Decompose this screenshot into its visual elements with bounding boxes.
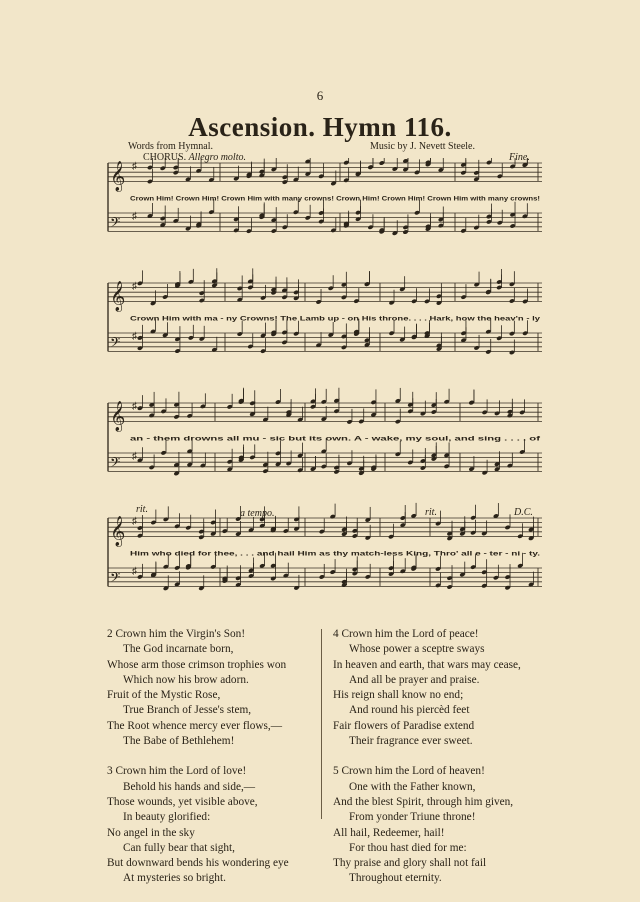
bass-clef-icon: 𝄢: [110, 569, 121, 589]
verse-line: Throughout eternity.: [349, 872, 442, 885]
verses-right-column: [333, 627, 563, 902]
verse-line: One with the Father known,: [349, 780, 476, 793]
verse-line: 3 Crown him the Lord of love!: [107, 765, 247, 778]
verse-line: True Branch of Jesse's stem,: [123, 704, 252, 717]
tempo-marking: Allegro molto.: [188, 152, 246, 163]
lyric-line: an - them drowns all mu - sic but its own. A - wake, my soul, and sing . . . . of: [130, 435, 542, 443]
bass-clef-icon: 𝄢: [110, 454, 121, 474]
dc-marking: D.C.: [514, 507, 533, 518]
key-signature-icon: ♯: [132, 280, 137, 292]
verse-line: In beauty glorified:: [123, 811, 211, 824]
verse-line: The Root whence mercy ever flows,—: [107, 719, 283, 732]
treble-clef-icon: 𝄞: [110, 281, 126, 312]
verse-line: Their fragrance ever sweet.: [349, 735, 473, 748]
bass-clef-icon: 𝄢: [110, 334, 121, 354]
fine-marking: Fine.: [509, 152, 530, 163]
bass-clef-icon: 𝄢: [110, 214, 121, 234]
verse-block: [107, 764, 317, 886]
page-number: 6: [316, 88, 324, 103]
verse-line: Which now his brow adorn.: [123, 673, 249, 686]
score-systems: [108, 158, 542, 591]
key-signature-icon: ♯: [132, 515, 137, 527]
verse-line: In heaven and earth, that wars may cease,: [333, 658, 521, 671]
verse-line: Whose arm those crimson trophies won: [107, 658, 287, 671]
verse-line: The God incarnate born,: [123, 643, 234, 656]
verse-line: And the blest Spirit, through him given,: [333, 795, 514, 808]
verse-line: Thy praise and glory shall not fail: [333, 857, 487, 870]
treble-clef-icon: 𝄞: [110, 401, 126, 432]
verse-line: Those wounds, yet visible above,: [107, 795, 258, 808]
verses-left-column: [107, 627, 317, 902]
music-credit: Music by J. Nevett Steele.: [370, 141, 475, 152]
lyric-line: Crown Him! Crown Him! Crown Him with many crowns! Crown Him! Crown Him! Crown Him with many crowns!: [130, 195, 540, 203]
key-signature-icon: ♯: [132, 330, 137, 342]
verse-line: Whose power a sceptre sways: [349, 643, 485, 656]
key-signature-icon: ♯: [132, 400, 137, 412]
verse-line: All hail, Redeemer, hail!: [333, 826, 445, 839]
verse-block: [333, 627, 563, 749]
verse-line: 4 Crown him the Lord of peace!: [333, 628, 479, 640]
rit-marking: rit.: [136, 504, 148, 515]
verse-block: [107, 627, 317, 749]
hymn-title: Ascension. Hymn 116.: [188, 112, 452, 142]
key-signature-icon: ♯: [132, 450, 137, 462]
words-credit: Words from Hymnal.: [128, 141, 214, 152]
key-signature-icon: ♯: [132, 210, 137, 222]
treble-clef-icon: 𝄞: [110, 516, 126, 547]
verse-line: And all be prayer and praise.: [349, 673, 480, 686]
a-tempo-marking: a tempo.: [240, 508, 275, 519]
treble-clef-icon: 𝄞: [110, 161, 126, 192]
verse-line: Fair flowers of Paradise extend: [333, 719, 475, 732]
key-signature-icon: ♯: [132, 565, 137, 577]
verse-line: But downward bends his wondering eye: [107, 857, 289, 870]
verse-block: [333, 764, 563, 886]
verse-line: Fruit of the Mystic Rose,: [107, 689, 221, 702]
verse-line: The Babe of Bethlehem!: [123, 735, 235, 748]
verse-line: For thou hast died for me:: [349, 841, 467, 854]
rit-marking: rit.: [425, 507, 437, 518]
verse-line: And round his piercèd feet: [349, 704, 470, 717]
section-label: CHORUS.: [143, 152, 187, 163]
column-divider: [321, 629, 322, 819]
lyric-line: Him who died for thee, . . . and hail Him as thy match-less King, Thro' all e - ter - ni - ty.: [130, 550, 541, 558]
verse-line: At mysteries so bright.: [123, 872, 226, 885]
verse-line: His reign shall know no end;: [333, 689, 464, 702]
key-signature-icon: ♯: [132, 160, 137, 172]
music-score: [100, 158, 550, 623]
verse-line: 5 Crown him the Lord of heaven!: [333, 765, 485, 778]
lyric-line: Crown Him with ma - ny Crowns! The Lamb up - on His throne. . . . Hark, how the heav'n - ly: [130, 315, 541, 323]
verse-line: Behold his hands and side,—: [123, 780, 256, 793]
verse-line: From yonder Triune throne!: [349, 811, 476, 824]
verse-line: Can fully bear that sight,: [123, 841, 236, 854]
verse-line: 2 Crown him the Virgin's Son!: [107, 628, 246, 640]
verse-line: No angel in the sky: [107, 826, 195, 839]
